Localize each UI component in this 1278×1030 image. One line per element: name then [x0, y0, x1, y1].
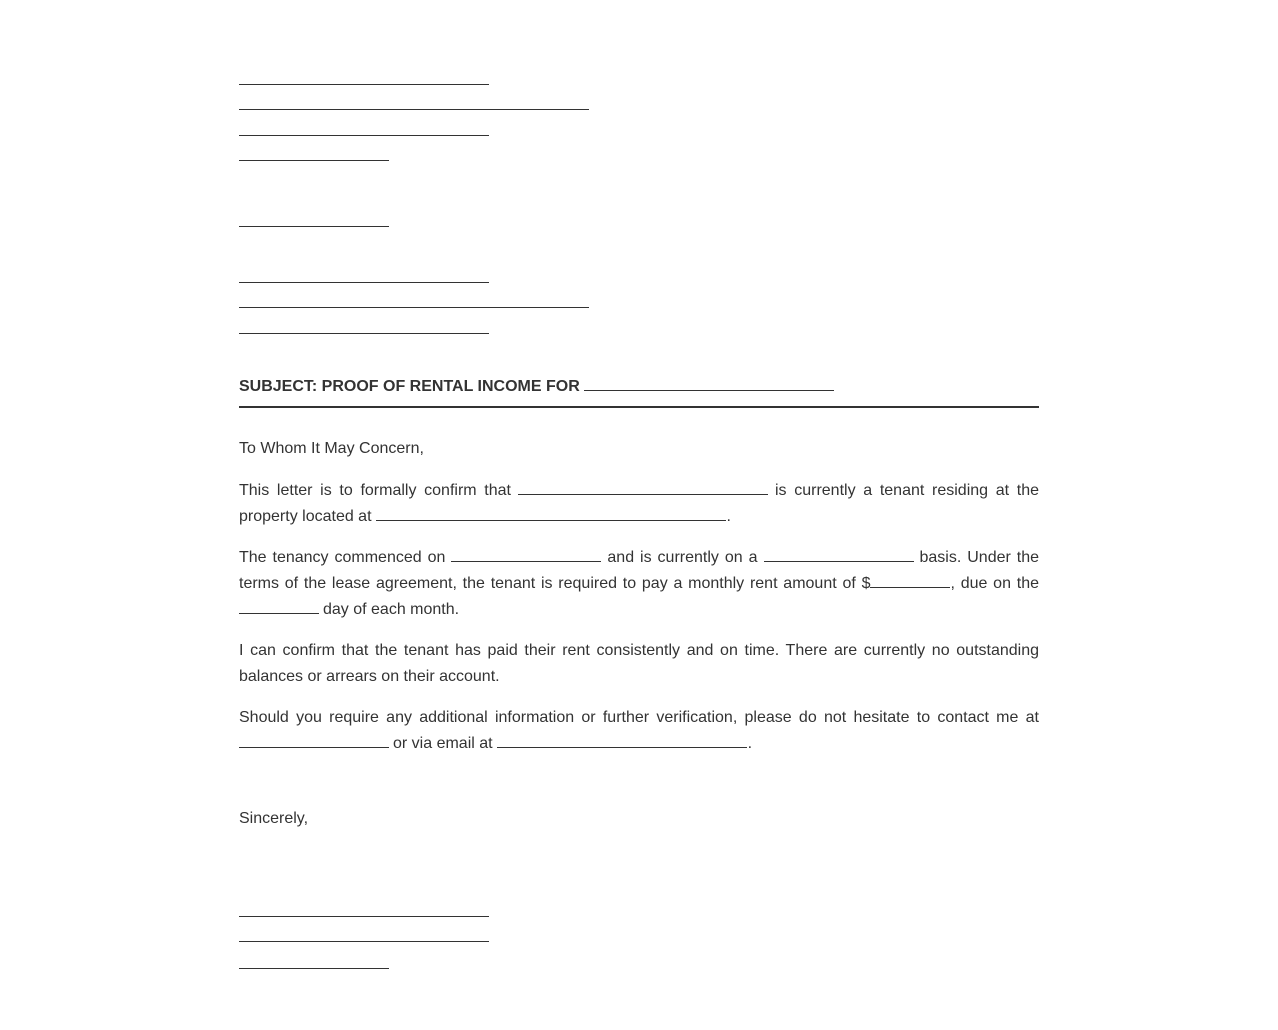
para2-text-1: The tenancy commenced on	[239, 549, 446, 566]
para1-text-2: is currently a tenant residing at the property located at	[239, 482, 1039, 525]
paragraph-payment-history: I can confirm that the tenant has paid their rent consistently and on time. There are currently no outstanding balances or arrears on their account.	[239, 642, 1039, 685]
para2-text-2: and is currently on a	[607, 549, 758, 566]
recipient-city-field[interactable]	[239, 333, 489, 334]
para2-text-5: day of each month.	[323, 601, 460, 618]
para4-text-2: or via email at	[393, 735, 493, 752]
sender-city-field[interactable]	[239, 135, 489, 136]
para1-text-3: .	[726, 508, 731, 525]
contact-email-field[interactable]	[497, 733, 747, 748]
para2-text-4: , due on the	[950, 575, 1040, 592]
closing: Sincerely,	[239, 810, 309, 827]
subject-label: SUBJECT: PROOF OF RENTAL INCOME FOR	[239, 378, 580, 395]
paragraph-tenant-confirmation	[239, 478, 1039, 530]
paragraph-tenancy-details	[239, 545, 1039, 623]
rent-amount-field[interactable]	[870, 573, 950, 588]
signer-title-field[interactable]	[239, 968, 389, 969]
sender-address-field[interactable]	[239, 109, 589, 110]
tenant-name-field[interactable]	[518, 480, 768, 495]
paragraph-contact	[239, 705, 1039, 757]
contact-phone-field[interactable]	[239, 733, 389, 748]
salutation: To Whom It May Concern,	[239, 440, 424, 457]
tenancy-basis-field[interactable]	[764, 547, 914, 562]
para1-text-1: This letter is to formally confirm that	[239, 482, 511, 499]
sender-phone-field[interactable]	[239, 160, 389, 161]
para4-text-3: .	[747, 735, 753, 752]
para4-text-1: Should you require any additional information or further verification, please do not hesitate to contact me at	[239, 709, 1039, 726]
tenancy-start-date-field[interactable]	[451, 547, 601, 562]
rent-due-day-field[interactable]	[239, 599, 319, 614]
property-address-field[interactable]	[376, 506, 726, 521]
para2-text-3: basis. Under the terms of the lease agreement, the tenant is required to pay a monthly rent amount of $	[239, 549, 1040, 592]
signer-name-field[interactable]	[239, 941, 489, 942]
recipient-address-field[interactable]	[239, 307, 589, 308]
subject-line	[239, 376, 1039, 408]
date-field[interactable]	[239, 226, 389, 227]
subject-tenant-name-field[interactable]	[584, 376, 834, 391]
recipient-name-field[interactable]	[239, 282, 489, 283]
sender-name-field[interactable]	[239, 84, 489, 85]
signature-field[interactable]	[239, 916, 489, 917]
